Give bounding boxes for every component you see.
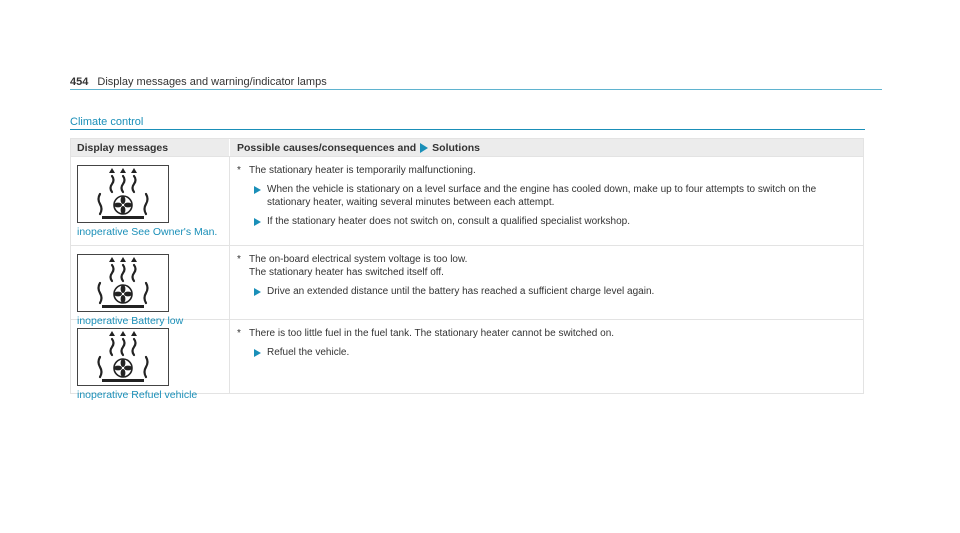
table-header xyxy=(71,139,863,156)
arrow-right-icon xyxy=(420,143,428,153)
display-message-cell xyxy=(71,157,230,245)
status-text: inoperative Refuel vehicle xyxy=(77,389,198,401)
display-message-cell xyxy=(71,246,230,327)
status-text: inoperative See Owner's Man. xyxy=(77,226,218,238)
cause-label: There is too little fuel in the fuel tank. The stationary heater cannot be switched on. xyxy=(249,328,615,339)
cause-label: The on-board electrical system voltage is too low. xyxy=(249,254,468,265)
cause-extra-text: The stationary heater has switched itself off. xyxy=(249,267,444,278)
section-divider xyxy=(70,129,865,130)
solution-text: If the stationary heater does not switch on, consult a qualified specialist workshop. xyxy=(267,216,630,227)
header-divider xyxy=(70,89,882,90)
causes-cell xyxy=(230,320,863,393)
display-message-cell xyxy=(71,320,230,401)
solution-item xyxy=(249,184,863,209)
solution-text: When the vehicle is stationary on a level surface and the engine has cooled down, make up to four attempts to switch on the stationary heater, waiting several minutes between each attempt. xyxy=(267,184,817,208)
page-header xyxy=(70,76,327,88)
status-text: inoperative Battery low xyxy=(77,315,184,327)
causes-cell xyxy=(230,157,863,245)
table-row xyxy=(71,245,863,327)
solution-text: Refuel the vehicle. xyxy=(267,347,350,358)
page-header-title: Display messages and warning/indicator lamps xyxy=(97,76,327,88)
cause-text: * There is too little fuel in the fuel tank. The stationary heater cannot be switched on. xyxy=(237,328,615,339)
cause-label: The stationary heater is temporarily malfunctioning. xyxy=(249,165,476,176)
column-header-causes-label: Possible causes/consequences and xyxy=(237,141,417,154)
solution-arrow-icon xyxy=(254,218,261,226)
messages-table xyxy=(70,138,864,401)
stationary-heater-icon xyxy=(77,328,169,386)
solution-arrow-icon xyxy=(254,288,261,296)
stationary-heater-icon xyxy=(77,254,169,312)
page-number: 454 xyxy=(70,76,89,88)
cause-text: * The on-board electrical system voltage is too low. xyxy=(237,254,468,265)
solution-item xyxy=(249,216,863,229)
causes-cell xyxy=(230,246,863,319)
cause-text: * The stationary heater is temporarily malfunctioning. xyxy=(237,165,476,176)
column-header-causes xyxy=(230,139,480,156)
section-title: Climate control xyxy=(70,116,144,128)
stationary-heater-icon xyxy=(77,165,169,223)
solution-arrow-icon xyxy=(254,186,261,194)
table-row xyxy=(71,319,863,401)
column-header-display-messages: Display messages xyxy=(71,139,230,156)
table-row xyxy=(71,156,863,245)
solution-item xyxy=(249,347,863,360)
solution-item xyxy=(249,286,863,299)
column-header-solutions-label: Solutions xyxy=(432,141,481,154)
solution-text: Drive an extended distance until the battery has reached a sufficient charge level again. xyxy=(267,286,655,297)
solution-arrow-icon xyxy=(254,349,261,357)
